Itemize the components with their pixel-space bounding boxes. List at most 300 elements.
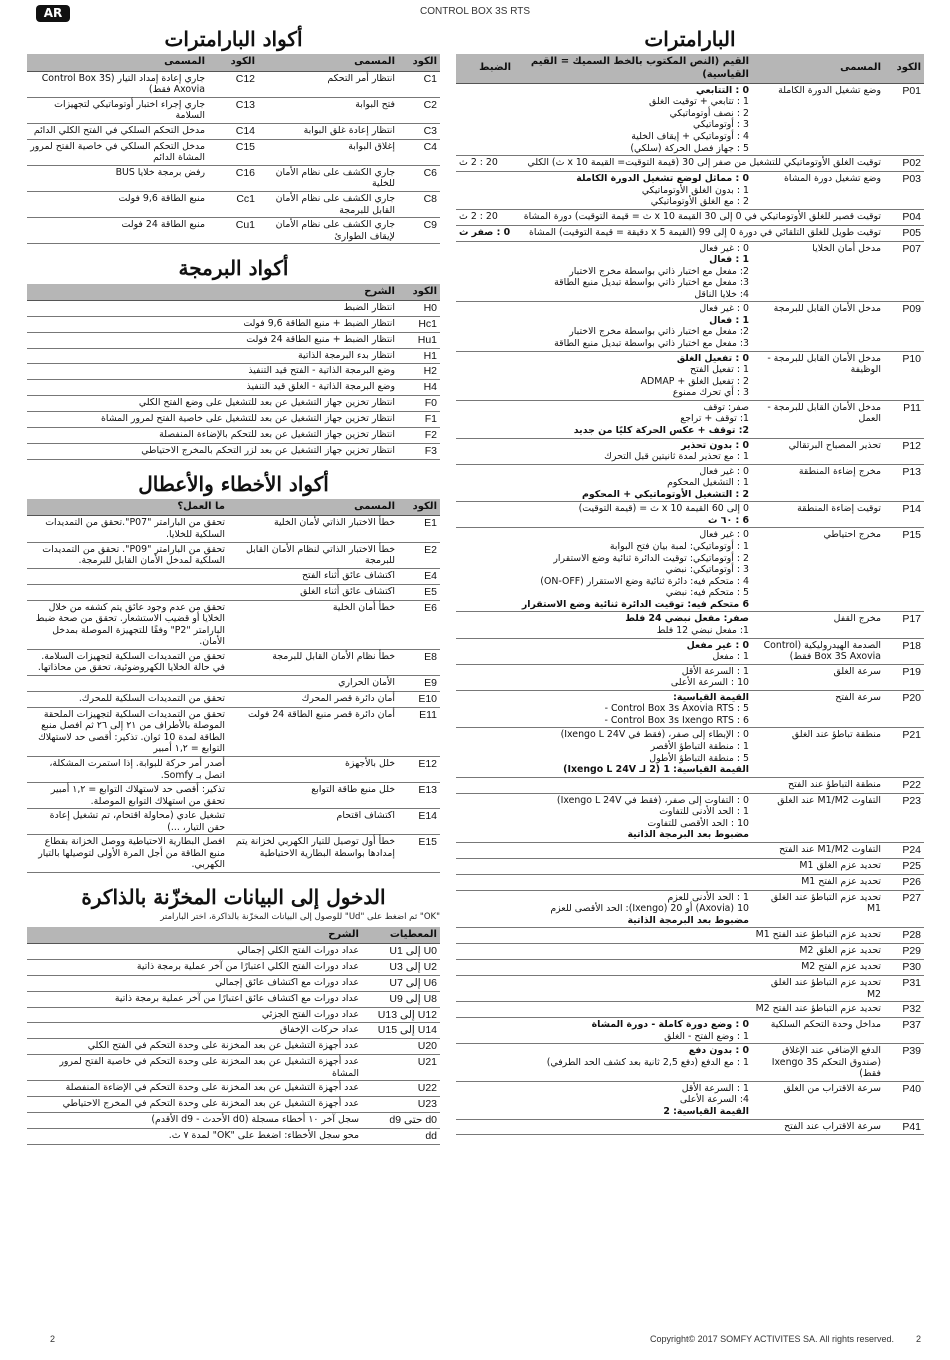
param-values: [514, 172, 752, 210]
param-values: [456, 209, 514, 225]
table-row: [456, 1044, 924, 1082]
table-row: [456, 928, 924, 944]
param-code: P18: [884, 638, 924, 664]
param-code: P26: [884, 874, 924, 890]
parameters-section: [456, 24, 924, 1135]
param-setting: [456, 777, 514, 793]
param-name: سرعة الاقتراب عند الفتح: [752, 1119, 884, 1135]
param-name: سرعة الغلق: [752, 664, 884, 690]
memory-table: [27, 927, 440, 1145]
parameters-title: البارامترات: [644, 27, 736, 51]
memory-description: محو سجل الأخطاء: اضغط على "OK" لمدة ٧ ث.: [27, 1129, 362, 1145]
table-row: [27, 975, 440, 991]
param-setting: [456, 528, 514, 612]
param-value: 5 : جهاز فصل الحركة (سلكي): [630, 142, 749, 154]
param-setting: [456, 351, 514, 400]
param-value: 1 : بدون الغلق الأوتوماتيكي: [641, 184, 749, 196]
memory-description: عداد دورات مع اكتشاف عائق إجمالي: [27, 975, 362, 991]
status-code: C14: [208, 123, 258, 139]
param-value: 0 : صفر ث: [459, 226, 511, 238]
param-value: 10 (Axovia) أو 20 (Ixengo): الحد الأقصى للعزم: [550, 903, 749, 915]
table-row: [27, 380, 440, 396]
table-row: [27, 568, 440, 584]
param-name: مدخل الأمان القابل للبرمجة: [752, 302, 884, 351]
param-name: التفاوت M1/M2 عند الفتح: [752, 842, 884, 858]
table-row: [27, 428, 440, 444]
param-code: P41: [884, 1119, 924, 1135]
param-code: P28: [884, 928, 924, 944]
error-code: E2: [398, 542, 440, 568]
table-row: [456, 664, 924, 690]
param-value: 5 : منطقة التباطؤ الأطول: [649, 752, 749, 764]
table-row: [456, 793, 924, 842]
param-values: [514, 241, 752, 302]
param-code: P12: [884, 438, 924, 464]
param-name: مخرج احتياطي: [752, 528, 884, 612]
table-row: [456, 728, 924, 777]
status-name: انتظار أمر التحكم: [258, 71, 398, 97]
prog-code: H4: [398, 380, 440, 396]
param-setting: [456, 858, 514, 874]
table-row: [27, 691, 440, 707]
param-name: تحديد عزم التباطؤ عند الغلق M2: [752, 976, 884, 1002]
error-action: تحقق من التمديدات السلكية للمحرك.: [27, 691, 228, 707]
status-name: إغلاق البوابة: [258, 139, 398, 165]
error-name: أمان دائرة قصر المحرك: [228, 691, 398, 707]
table-row: [27, 1081, 440, 1097]
status-name: منبع الطاقة 9,6 فولت: [27, 191, 208, 217]
status-code: Cu1: [208, 218, 258, 244]
table-row: [456, 944, 924, 960]
param-values: [514, 302, 752, 351]
table-row: [456, 172, 924, 210]
param-name: توقيت الغلق الأوتوماتيكي للتشغيل من صفر إلى 30 (قيمة التوقيت= القيمة x 10 ث) الكلي: [514, 156, 884, 172]
prog-description: انتظار الضبط: [27, 300, 398, 316]
table-row: [27, 584, 440, 600]
param-code: P11: [884, 400, 924, 438]
param-name: الدفع الإضافي عند الإغلاق (صندوق التحكم Ixengo 3S فقط): [752, 1044, 884, 1082]
memory-description: عدد أجهزة التشغيل عن بعد المخزنة على وحدة التحكم في الإضاءة المنفصلة: [27, 1081, 362, 1097]
param-value: 1: مفعل نبضي 12 فلط: [656, 624, 749, 636]
header-name: المسمى: [752, 54, 884, 83]
status-code: C15: [208, 139, 258, 165]
error-action: تذكير: أقصى حد لاستهلاك التوابع = ١,٢ أمبير تحقق من استهلاك التوابع الموصلة.: [27, 783, 228, 809]
param-setting: [456, 728, 514, 777]
table-row: [27, 218, 440, 244]
table-row: [456, 842, 924, 858]
error-name: أمان دائرة قصر منبع الطاقة 24 فولت: [228, 707, 398, 756]
param-name: تحديد عزم الغلق M2: [752, 944, 884, 960]
param-value: 1 : التشغيل المحكوم: [667, 477, 749, 489]
param-code: P10: [884, 351, 924, 400]
table-row: [27, 1113, 440, 1129]
param-setting: [456, 1119, 514, 1135]
header-name: المسمى: [258, 54, 398, 71]
param-code: P05: [884, 225, 924, 241]
param-values: [514, 874, 752, 890]
param-setting: [456, 612, 514, 638]
table-row: [27, 991, 440, 1007]
table-row: [27, 443, 440, 459]
param-value: 2 : أوتوماتيكي: توقيت الدائرة ثنائية وضع الاستقرار: [553, 552, 749, 564]
param-setting: [456, 241, 514, 302]
memory-description: عداد حركات الإخفاق: [27, 1023, 362, 1039]
param-code: P30: [884, 960, 924, 976]
prog-description: انتظار تخزين جهاز التشغيل عن بعد للتشغيل على وضع الفتح الكلي: [27, 396, 398, 412]
table-row: [456, 976, 924, 1002]
memory-title: الدخول إلى البيانات المخزّنة بالذاكرة: [81, 885, 386, 910]
param-value: القيمة القياسية: 2: [663, 1105, 749, 1117]
param-value: 10 : السرعة الأعلى: [670, 677, 749, 689]
param-value: 6 متحكم فيه: توقيت الدائرة ثنائية وضع الاستقرار: [521, 598, 749, 610]
param-value: 1 : تفعيل الفتح: [690, 364, 749, 376]
memory-key: U8 إلى U9: [362, 991, 440, 1007]
error-action: [27, 568, 228, 584]
param-value: 2: مفعل مع اختبار ذاتي بواسطة مخرج الاختبار: [569, 326, 749, 338]
table-row: [456, 612, 924, 638]
param-name: توقيت طويل للغلق التلقائي في دورة 0 إلى 99 (القيمة x 5 دقيقة = قيمة التوقيت) المشاة: [514, 225, 884, 241]
status-code: C6: [398, 165, 440, 191]
table-row: [456, 777, 924, 793]
param-setting: [456, 928, 514, 944]
param-value: 0 : وضع دورة كاملة - دورة المشاة: [591, 1019, 749, 1031]
parameters-table: [456, 54, 924, 1135]
param-value: 0 : الإبطاء إلى صفر، (فقط في Ixengo L 24V): [560, 729, 749, 741]
header-setting: الضبط: [456, 54, 514, 83]
table-row: [27, 364, 440, 380]
status-code: C2: [398, 97, 440, 123]
error-name: الأمان الحراري: [228, 675, 398, 691]
param-values: [514, 777, 752, 793]
error-action: تحقق من التمديدات السلكية لتجهيزات السلامة. في حالة الخلايا الكهروضوئية، تحقق من محاذاتها.: [27, 649, 228, 675]
param-value: 2 : التشغيل الأوتوماتيكي + المحكوم: [581, 488, 749, 500]
memory-key: U20: [362, 1039, 440, 1055]
error-code: E12: [398, 756, 440, 782]
error-name: خلل منبع طاقة التوابع: [228, 783, 398, 809]
error-name: خطأ أول توصيل للتيار الكهربي لخزانة يتم إمدادها بواسطة البطارية الاحتياطية: [228, 835, 398, 873]
table-row: [27, 1007, 440, 1023]
error-action: تحقق من عدم وجود عائق يتم كشفه من خلال الخلايا أو قضيب الاستشعار. تحقق من صحة ضبط البارامتر "P2" وفقًا للتجهيزة الموصلة بمدخل الأمان.: [27, 600, 228, 649]
left-column: [27, 24, 440, 1145]
param-setting: [456, 464, 514, 502]
param-value: 1 : السرعة الأقل: [681, 1082, 749, 1094]
param-values: [514, 464, 752, 502]
param-setting: [456, 690, 514, 728]
param-name: تحديد عزم التباطؤ عند الفتح M1: [752, 928, 884, 944]
table-row: [456, 241, 924, 302]
param-name: مداخل وحدة التحكم السلكية: [752, 1018, 884, 1044]
header-code: الكود: [398, 54, 440, 71]
status-code: C16: [208, 165, 258, 191]
param-code: P20: [884, 690, 924, 728]
param-code: P15: [884, 528, 924, 612]
prog-code: F3: [398, 443, 440, 459]
param-name: مخرج إضاءة المنطقة: [752, 464, 884, 502]
param-setting: [456, 1081, 514, 1119]
param-code: P29: [884, 944, 924, 960]
status-name: منبع الطاقة 24 فولت: [27, 218, 208, 244]
param-value: 2: توقف + عكس الحركة كليًا من جديد: [573, 424, 749, 436]
prog-description: انتظار الضبط + منبع الطاقة 9,6 فولت: [27, 316, 398, 332]
param-values: [514, 528, 752, 612]
param-setting: [456, 793, 514, 842]
status-name: جاري الكشف على نظام الأمان القابل للبرمجة: [258, 191, 398, 217]
error-action: تحقق من البارامتر "P07".تحقق من التمديدات السلكية للخلايا.: [27, 516, 228, 542]
header-action: ما العمل؟: [27, 499, 228, 516]
status-code: C4: [398, 139, 440, 165]
table-row: [27, 1055, 440, 1081]
table-row: [456, 351, 924, 400]
prog-codes-table: [27, 284, 440, 460]
header-code: الكود: [208, 54, 258, 71]
prog-code: H0: [398, 300, 440, 316]
memory-description: سجل آخر ١٠ أخطاء مسجلة (d0 الأحدث - d9 الأقدم): [27, 1113, 362, 1129]
table-row: [456, 209, 924, 225]
param-values: [514, 664, 752, 690]
header-name: المسمى: [228, 499, 398, 516]
param-values: [514, 690, 752, 728]
param-name: مدخل الأمان القابل للبرمجة - العمل: [752, 400, 884, 438]
param-code: P31: [884, 976, 924, 1002]
errors-table: [27, 499, 440, 873]
param-value: صفر: توقف: [703, 401, 749, 413]
status-name: جاري الكشف على نظام الأمان لإيقاف الطوارئ: [258, 218, 398, 244]
table-row: [456, 156, 924, 172]
param-value: 3 : أوتوماتيكي: [693, 119, 749, 131]
error-code: E10: [398, 691, 440, 707]
document-header: CONTROL BOX 3S RTS: [419, 6, 531, 17]
table-row: [27, 835, 440, 873]
param-name: مدخل أمان الخلايا: [752, 241, 884, 302]
memory-description: عدد أجهزة التشغيل عن بعد المخزنة على وحدة التحكم في خاصية الفتح لمرور المشاة: [27, 1055, 362, 1081]
param-name: توقيت قصير للغلق الأوتوماتيكي في 0 إلى 30 القيمة x 10 ث = قيمة التوقيت) دورة المشاة: [514, 209, 884, 225]
status-code: C3: [398, 123, 440, 139]
table-row: [456, 690, 924, 728]
copyright: Copyright© 2017 SOMFY ACTIVITES SA. All rights reserved.: [650, 1334, 895, 1344]
param-code: P40: [884, 1081, 924, 1119]
param-name: منطقة تباطؤ عند الغلق: [752, 728, 884, 777]
param-code: P22: [884, 777, 924, 793]
status-code: C12: [208, 71, 258, 97]
param-setting: [456, 638, 514, 664]
param-value: 2: مفعل مع اختبار ذاتي بواسطة مخرج الاختبار: [569, 265, 749, 277]
table-row: [456, 638, 924, 664]
status-name: جاري الكشف على نظام الأمان للخلية: [258, 165, 398, 191]
table-row: [27, 412, 440, 428]
table-row: [27, 542, 440, 568]
table-row: [456, 1002, 924, 1018]
param-value: 10 : الحد الأقصى للتفاوت: [647, 817, 749, 829]
param-value: 20 : 2 ث: [459, 157, 498, 169]
prog-code: Hu1: [398, 332, 440, 348]
param-setting: [456, 172, 514, 210]
param-name: توقيت إضاءة المنطقة: [752, 502, 884, 528]
prog-description: انتظار الضبط + منبع الطاقة 24 فولت: [27, 332, 398, 348]
param-name: الصدمة الهيدروليكية (Control Box 3S Axovia فقط): [752, 638, 884, 664]
error-name: خطأ نظام الأمان القابل للبرمجة: [228, 649, 398, 675]
param-values: [514, 858, 752, 874]
error-name: اكتشاف عائق أثناء الفتح: [228, 568, 398, 584]
status-name: رفض برمجة خلايا BUS: [27, 165, 208, 191]
param-name: سرعة الفتح: [752, 690, 884, 728]
table-row: [27, 756, 440, 782]
param-value: 1 : مع تحذير لمدة ثانيتين قبل التحرك: [604, 451, 749, 463]
param-value: 1 : مفعل: [712, 651, 749, 663]
status-name: مدخل التحكم السلكي في الفتح الكلي الدائم: [27, 123, 208, 139]
param-value: 0 : مماثل لوضع تشغيل الدورة الكاملة: [576, 173, 749, 185]
table-row: [27, 71, 440, 97]
header-values: القيم (النص المكتوب بالخط السميك = القيم القياسية): [514, 54, 752, 83]
param-value: 2 : مع الغلق الأوتوماتيكي: [650, 196, 749, 208]
param-code: P39: [884, 1044, 924, 1082]
table-row: [27, 600, 440, 649]
param-value: 1 : مع الدفع (دفع 2,5 ثانية بعد كشف الحد الطرفي): [546, 1056, 749, 1068]
param-value: 0 : بدون تحذير: [681, 439, 749, 451]
error-action: تحقق من التمديدات السلكية لتجهيزات الملحقة الموصلة بالأطراف من ٢١ إلى ٢٦ ثم افصل منبع الطاقة لمدة 10 ثوان. تذكير: أقصى حد لاستهلاك التوابع = ١,٢ أمبير: [27, 707, 228, 756]
status-code: C1: [398, 71, 440, 97]
param-values: [514, 612, 752, 638]
memory-description: عداد دورات مع اكتشاف عائق اعتبارًا من آخر عملية برمجة ذاتية: [27, 991, 362, 1007]
param-value: 1 : أوتوماتيكي: لمبة بيان فتح البوابة: [609, 541, 749, 553]
table-row: [27, 165, 440, 191]
param-value: 5 : Control Box 3s Axovia RTS -: [604, 703, 749, 715]
param-values: [514, 1081, 752, 1119]
param-setting: [456, 664, 514, 690]
table-row: [456, 858, 924, 874]
param-value: 3 : أوتوماتيكي: نبضي: [665, 564, 749, 576]
param-setting: [456, 976, 514, 1002]
header-data: المعطيات: [362, 927, 440, 944]
table-row: [27, 1023, 440, 1039]
prog-description: انتظار تخزين جهاز التشغيل عن بعد لزر التحكم بالمخرج الاحتياطي: [27, 443, 398, 459]
table-row: [456, 1081, 924, 1119]
error-code: E1: [398, 516, 440, 542]
param-values: [514, 944, 752, 960]
param-value: 6 : Control Box 3s Ixengo RTS -: [604, 714, 749, 726]
memory-description: عداد دورات الفتح الكلي اعتبارًا من آخر عملية برمجة ذاتية: [27, 959, 362, 975]
table-row: [27, 97, 440, 123]
param-values: [514, 976, 752, 1002]
table-row: [27, 707, 440, 756]
table-row: [456, 528, 924, 612]
param-value: مضبوط بعد البرمجة الذاتية: [627, 914, 749, 926]
page-number-left: 2: [50, 1334, 56, 1344]
param-value: 2 : تفعيل الغلق + ADMAP: [640, 375, 749, 387]
param-name: مخرج القفل: [752, 612, 884, 638]
table-row: [27, 396, 440, 412]
table-row: [456, 502, 924, 528]
error-code: E9: [398, 675, 440, 691]
param-name: تحديد عزم الغلق M1: [752, 858, 884, 874]
param-setting: [456, 890, 514, 928]
param-values: [456, 156, 514, 172]
param-values: [514, 438, 752, 464]
param-value: 1 : تتابعي + توقيت الغلق: [649, 96, 749, 108]
prog-code: F0: [398, 396, 440, 412]
param-code: P25: [884, 858, 924, 874]
header-name: المسمى: [27, 54, 208, 71]
param-values: [514, 890, 752, 928]
error-code: E8: [398, 649, 440, 675]
page-number-right: 2: [916, 1334, 922, 1344]
param-values: [514, 1119, 752, 1135]
prog-code: H1: [398, 348, 440, 364]
param-value: 0 : تفعيل الغلق: [676, 352, 749, 364]
prog-codes-title: أكواد البرمجة: [178, 256, 289, 281]
param-setting: [456, 960, 514, 976]
param-setting: [456, 400, 514, 438]
param-code: P37: [884, 1018, 924, 1044]
status-code: C13: [208, 97, 258, 123]
param-code: P21: [884, 728, 924, 777]
prog-code: H2: [398, 364, 440, 380]
errors-title: أكواد الأخطاء والأعطال: [138, 471, 329, 496]
error-action: [27, 584, 228, 600]
param-code: P32: [884, 1002, 924, 1018]
memory-key: U22: [362, 1081, 440, 1097]
param-value: 1: توقف + تراجع: [680, 413, 749, 425]
error-code: E15: [398, 835, 440, 873]
memory-key: U23: [362, 1097, 440, 1113]
memory-description: عداد دورات الفتح الجزئي: [27, 1007, 362, 1023]
param-setting: [456, 1002, 514, 1018]
status-name: جاري إجراء اختبار أوتوماتيكي لتجهيزات السلامة: [27, 97, 208, 123]
table-row: [456, 1018, 924, 1044]
memory-key: U21: [362, 1055, 440, 1081]
param-value: 20 : 2 ث: [459, 210, 498, 222]
param-values: [514, 400, 752, 438]
param-value: 6 : ٦٠ ث: [708, 514, 749, 526]
error-action: تشغيل عادي (محاولة اقتحام، تم تشغيل إعادة حقن التيار، ...): [27, 809, 228, 835]
param-value: 0 : غير فعال: [699, 465, 749, 477]
prog-code: F1: [398, 412, 440, 428]
table-row: [456, 874, 924, 890]
param-code: P14: [884, 502, 924, 528]
param-name: التفاوت M1/M2 عند الغلق: [752, 793, 884, 842]
table-row: [27, 675, 440, 691]
param-code: P02: [884, 156, 924, 172]
top-bar: [0, 0, 950, 22]
table-row: [27, 123, 440, 139]
param-value: 1 : فعال: [709, 314, 749, 326]
table-row: [456, 400, 924, 438]
param-setting: [456, 874, 514, 890]
error-code: E13: [398, 783, 440, 809]
param-value: 1 : الحد الأدنى للتفاوت: [659, 806, 749, 818]
table-row: [456, 83, 924, 155]
status-name: انتظار إعادة غلق البوابة: [258, 123, 398, 139]
table-row: [456, 960, 924, 976]
param-value: 0 : التتابعي: [695, 84, 749, 96]
header-code: الكود: [398, 284, 440, 301]
error-code: E4: [398, 568, 440, 584]
param-value: 0 : غير فعال: [699, 303, 749, 315]
status-name: فتح البوابة: [258, 97, 398, 123]
memory-key: U14 إلى U15: [362, 1023, 440, 1039]
table-row: [456, 890, 924, 928]
table-row: [456, 225, 924, 241]
table-row: [27, 1039, 440, 1055]
param-value: 0 : غير مفعل: [686, 639, 749, 651]
table-row: [27, 943, 440, 959]
param-name: وضع تشغيل دورة المشاة: [752, 172, 884, 210]
prog-description: انتظار تخزين جهاز التشغيل عن بعد للتشغيل على خاصية الفتح لمرور المشاة: [27, 412, 398, 428]
param-code: P17: [884, 612, 924, 638]
prog-description: وضع البرمجة الذاتية - الفتح قيد التنفيذ: [27, 364, 398, 380]
param-code: P24: [884, 842, 924, 858]
param-values: [514, 1018, 752, 1044]
param-value: 1 : وضع الفتح - الغلق: [664, 1030, 749, 1042]
